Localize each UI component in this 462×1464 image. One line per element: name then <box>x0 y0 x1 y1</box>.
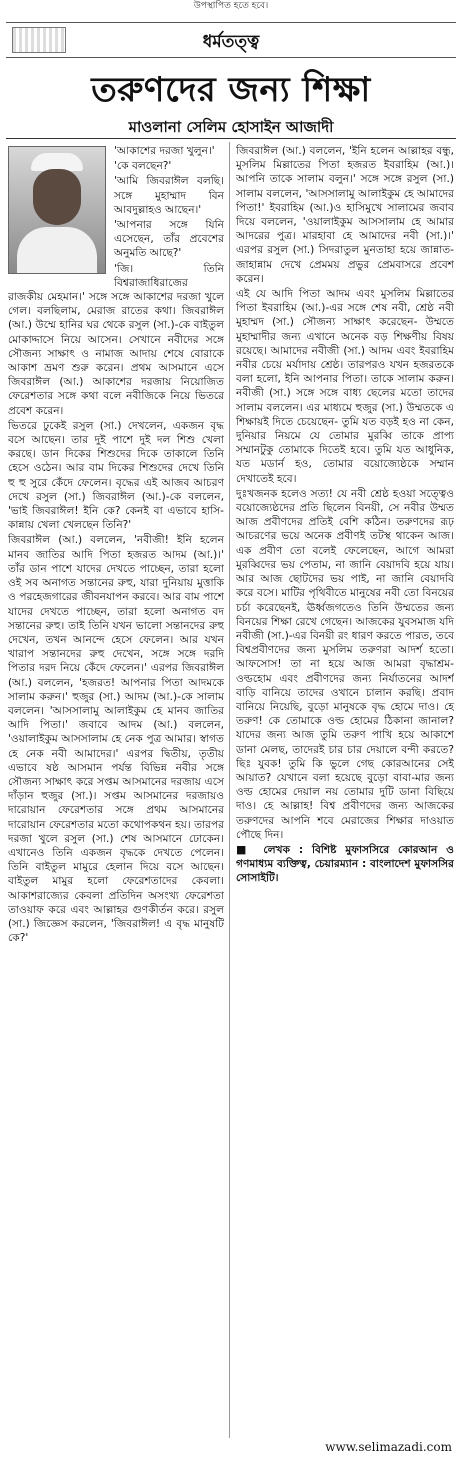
article-paragraph: 'আপনার সঙ্গে যিনি এসেছেন, তাঁর প্রবেশের অনুমতি আছে?' <box>114 219 224 260</box>
previous-article-fragment: উপস্থাপিত হতে হবে। <box>193 1 269 11</box>
header-rule <box>6 138 456 139</box>
article-headline: তরুণদের জন্য শিক্ষা <box>91 70 371 110</box>
square-bullet-icon: ■ <box>236 842 252 856</box>
article-paragraph: জিবরাঈল (আ.) বললেন, 'ইনি হলেন আল্লাহর বন্ধু, মুসলিম মিল্লাতের পিতা হজরত ইবরাহিম (আ.)। আপনি তাকে সালাম বলুন।' সঙ্গে সঙ্গে রসুল (সা.) সালাম বললেন, 'আসসালামু আলাইকুম হে আমাদের পিতা!' ইবরাহিম (আ.)ও হাসিমুখে সালামের জবাব দিয়ে বললেন, 'ওয়ালাইকুম আসসালাম হে আমার আদরের পুত্র। মারহাবা হে আমাদের নবী (সা.)।' এরপর রসুল (সা.) সিদরাতুল মুনতাহা হয়ে জান্নাত-জাহান্নাম দেখে প্রেমময় প্রভুর প্রেমবাসরে প্রবেশ করেন। <box>236 145 454 285</box>
dialogue-line: 'কে বলছেন?' <box>114 160 172 173</box>
article-paragraph: দুঃখজনক হলেও সত্য! যে নবী শ্রেষ্ঠ হওয়া সত্ত্বেও বয়োজ্যেষ্ঠদের প্রতি ছিলেন বিনয়ী, সে নবীর উম্মত আজ প্রবীণদের প্রতিই বেশি কঠিন। তরুণদের রূঢ় আচরণের ভয়ে অনেক প্রবীণই তটস্থ থাকেন আজ। এক প্রবীণ তো বলেই ফেলেছেন, আগে আমরা মুরব্বিদের ভয় পেতাম, না জানি বেয়াদবি হয়ে যায়। আর আজ ছোটদের ভয় পাই, না জানি বেয়াদবি করে বসে। মাটির পৃথিবীতে মানুষের নবী তো বিনয়ের চর্চা করেছেনই, ঊর্ধ্বজগতেও তিনি উম্মতের জন্য বিনয়ের শিক্ষা রেখে গেছেন। আজকের যুবসমাজ যদি নবীজী (সা.)-এর বিনয়ী রং ধারণ করতে পারত, তবে বিশ্বপ্রবীণদের জন্য মুসলিম তরুণরা আদর্শ হতো। আফসোস! তা না হয়ে আজ আমরা বৃদ্ধাশ্রম-ওল্ডহোম এবং প্রবীণদের জন্য নির্যাতনের আদর্শ বাড়ি বানিয়ে তাদের ওখানে চালান করছি। প্রবাদ বানিয়ে নিয়েছি, বুড়ো মানুষকে বৃদ্ধ হোমে দাও। হে তরুণ! কে তোমাকে ওল্ড হোমের ঠিকানা জানাল? যাদের জন্য আজ তুমি তরুণ পাখি হয়ে আকাশে ডানা মেলছ, তাদেরই চার চার দেয়ালে বন্দী করতে? ছিঃ যুবক! তুমি কি ভুলে গেছ কোরআনের সেই আয়াত? যেখানে বলা হয়েছে বুড়ো বাবা-মার জন্য ওল্ড হোমের দেয়াল নয় তোমার দুটি ডানা বিছিয়ে দাও। হে আল্লাহ! বিশ্ব প্রবীণদের জন্য আজকের তরুণদের আপনি শবে মেরাজের শিক্ষার দাওয়াত পৌছে দিন। <box>236 487 454 841</box>
face-shape <box>33 169 81 225</box>
author-photo <box>8 146 106 274</box>
section-header <box>6 22 456 58</box>
article-paragraph: জিবরাঈল (আ.) বললেন, 'নবীজী! ইনি হলেন মানব জাতির আদি পিতা হজরত আদম (আ.)।' তাঁর ডান পাশে যাদের দেখতে পাচ্ছেন, তারা হলো ওই সব অনাগত সন্তানের রুহু, যারা দুনিয়ায় মুত্তাকি ও পরহেজগারের জীবনযাপন করবে। আর বাম পাশে যাদের দেখতে পাচ্ছেন, তারা হলো অনাগত বদ সন্তানের রুহু। তাই তিনি যখন ভালো সন্তানদের রুহু দেখেন, তখন আনন্দে হেসে ফেলেন। আর যখন খারাপ সন্তানদের রুহু দেখেন, সঙ্গে সঙ্গে দরদি পিতার দরদ নিয়ে কেঁদে ফেলেন।' এরপর জিবরাঈল (আ.) বললেন, 'হজরত! আপনার পিতা আদমকে সালাম করুন।' হুজুর (সা.) আদম (আ.)-কে সালাম বললেন। 'আসসালামু আলাইকুম হে মানব জাতির আদি পিতা।' জবাবে আদম (আ.) বললেন, 'ওয়ালাইকুম আসসালাম হে নেক পুত্র আমার। স্বাগত হে নেক নবী আমাদের।' এরপর দ্বিতীয়, তৃতীয় এভাবে ষষ্ঠ আসমান পর্যন্ত বিভিন্ন নবীর সঙ্গে সৌজন্য সাক্ষাৎ করে সপ্তম আসমানের দরজায় এসে দাঁড়ান হুজুর (সা.)। সপ্তম আসমানের দরজায়ও দারোয়ান ফেরেশতার সঙ্গে প্রথম আসমানের দারোয়ান ফেরেশতার মতো কথোপকথন হয়। তারপর দরজা খুলে রসুল (সা.) শেষ আসমানে ঢোকেন। এখানেও তিনি একজন বৃদ্ধকে দেখতে পেলেন। তিনি বাইতুল মামুরে হেলান দিয়ে বসে আছেন। বাইতুল মামুর হলো ফেরেশতাদের কেবলা। আকাশরাজ্যের কেবলা প্রতিদিন অসংখ্য ফেরেশতা তাওয়াফ করে এবং আল্লাহর গুণকীর্তন করে। রসুল (সা.) জিজ্ঞেস করলেন, 'জিবরাঈল! এ বৃদ্ধ মানুষটি কে?' <box>8 534 224 945</box>
article-paragraph: এই যে আদি পিতা আদম এবং মুসলিম মিল্লাতের পিতা ইবরাহিম (আ.)-এর সঙ্গে শেষ নবী, শ্রেষ্ঠ নবী মুহাম্মদ (সা.) সৌজন্য সাক্ষাৎ করেছেন- উম্মতে মুহাম্মাদীর জন্য এখানে অনেক বড় শিক্ষণীয় বিষয় রয়েছে। আমাদের নবীজী (সা.) আদম এবং ইবরাহিম নবীর চেয়ে মর্যাদায় শ্রেষ্ঠ। তারপরও যখন হজরতকে বলা হলো, ইনি আপনার পিতা। তাকে সালাম করুন। নবীজী (সা.) সঙ্গে সঙ্গে বাধ্য ছেলের মতো তাদের সালাম বললেন। এর মাধ্যমে হুজুর (সা.) উম্মতকে এ শিক্ষায়ই দিতে চেয়েছেন- তুমি যত বড়ই হও না কেন, দুনিয়ার নিয়মে যে তোমার মুরব্বি তাকে প্রাপ্য সম্মানটুকু তোমাকে দিতেই হবে। তুমি যত আধুনিক, যত মডার্ন হও, তোমার বয়োজ্যেষ্ঠকে সম্মান দেখাতেই হবে। <box>236 288 454 485</box>
author-note <box>236 843 454 886</box>
shirt-shape <box>17 227 97 274</box>
author-byline: মাওলানা সেলিম হোসাইন আজাদী <box>128 118 334 136</box>
dialogue-line: 'আমি জিবরাঈল বলছি। সঙ্গে মুহাম্মাদ বিন আবদুল্লাহও আছেন।' <box>114 175 224 216</box>
article-column-left <box>8 144 224 1440</box>
author-note-label: লেখক : <box>263 843 304 856</box>
website-link[interactable]: www.selimazadi.com <box>325 1440 452 1454</box>
article-column-right <box>236 144 454 1438</box>
author-note-text: বিশিষ্ট মুফাসসিরে কোরআন ও গণমাধ্যম ব্যক্তিত্ব, চেয়ারম্যান : বাংলাদেশ মুফাসসির সোসাইটি। <box>236 843 454 885</box>
dialogue-line: 'আকাশের দরজা খুলুন।' <box>114 145 215 157</box>
column-divider <box>229 142 230 1438</box>
article-paragraph: ভিতরে ঢুকেই রসুল (সা.) দেখলেন, একজন বৃদ্ধ বসে আছেন। তার দুই পাশে দুই দল শিশু খেলা করছে। ডান দিকের শিশুদের দিকে তাকালে তিনি হেসে ওঠেন। আর বাম দিকের শিশুদের দেখে তিনি হু হু সুরে কেঁদে ফেলেন। বৃদ্ধের এই আজব আচরণ দেখে রসুল (সা.) জিবরাঈল (আ.)-কে বললেন, 'ভাই জিবরাঈল! ইনি কে? কেনই বা এভাবে হাসি-কান্নায় খেলা খেলছেন তিনি?' <box>8 419 224 532</box>
section-title: ধর্মতত্ত্ব <box>202 32 260 52</box>
article-paragraph: 'জি। তিনি বিশ্বরাজাধিরাজের রাজকীয় মেহমান।' সঙ্গে সঙ্গে আকাশের দরজা খুলে গেল। বলছিলাম, মেরাজ রাতের কথা। জিবরাঈল (আ.) উম্মে হানির ঘর থেকে রসুল (সা.)-কে বাইতুল মোকাদ্দাসে নিয়ে আসেন। সেখানে নবীদের সঙ্গে সৌজন্য সাক্ষাৎ ও নামাজ আদায় শেষে বোরাকে আকাশ ভ্রমণ শুরু করেন। প্রথম আসমানে এসে জিবরাঈল (আ.) আকাশের দরজায় নিয়োজিত ফেরেশতার সঙ্গে কথা বলে নবীজিকে নিয়ে ভিতরে প্রবেশ করেন। <box>8 262 224 417</box>
